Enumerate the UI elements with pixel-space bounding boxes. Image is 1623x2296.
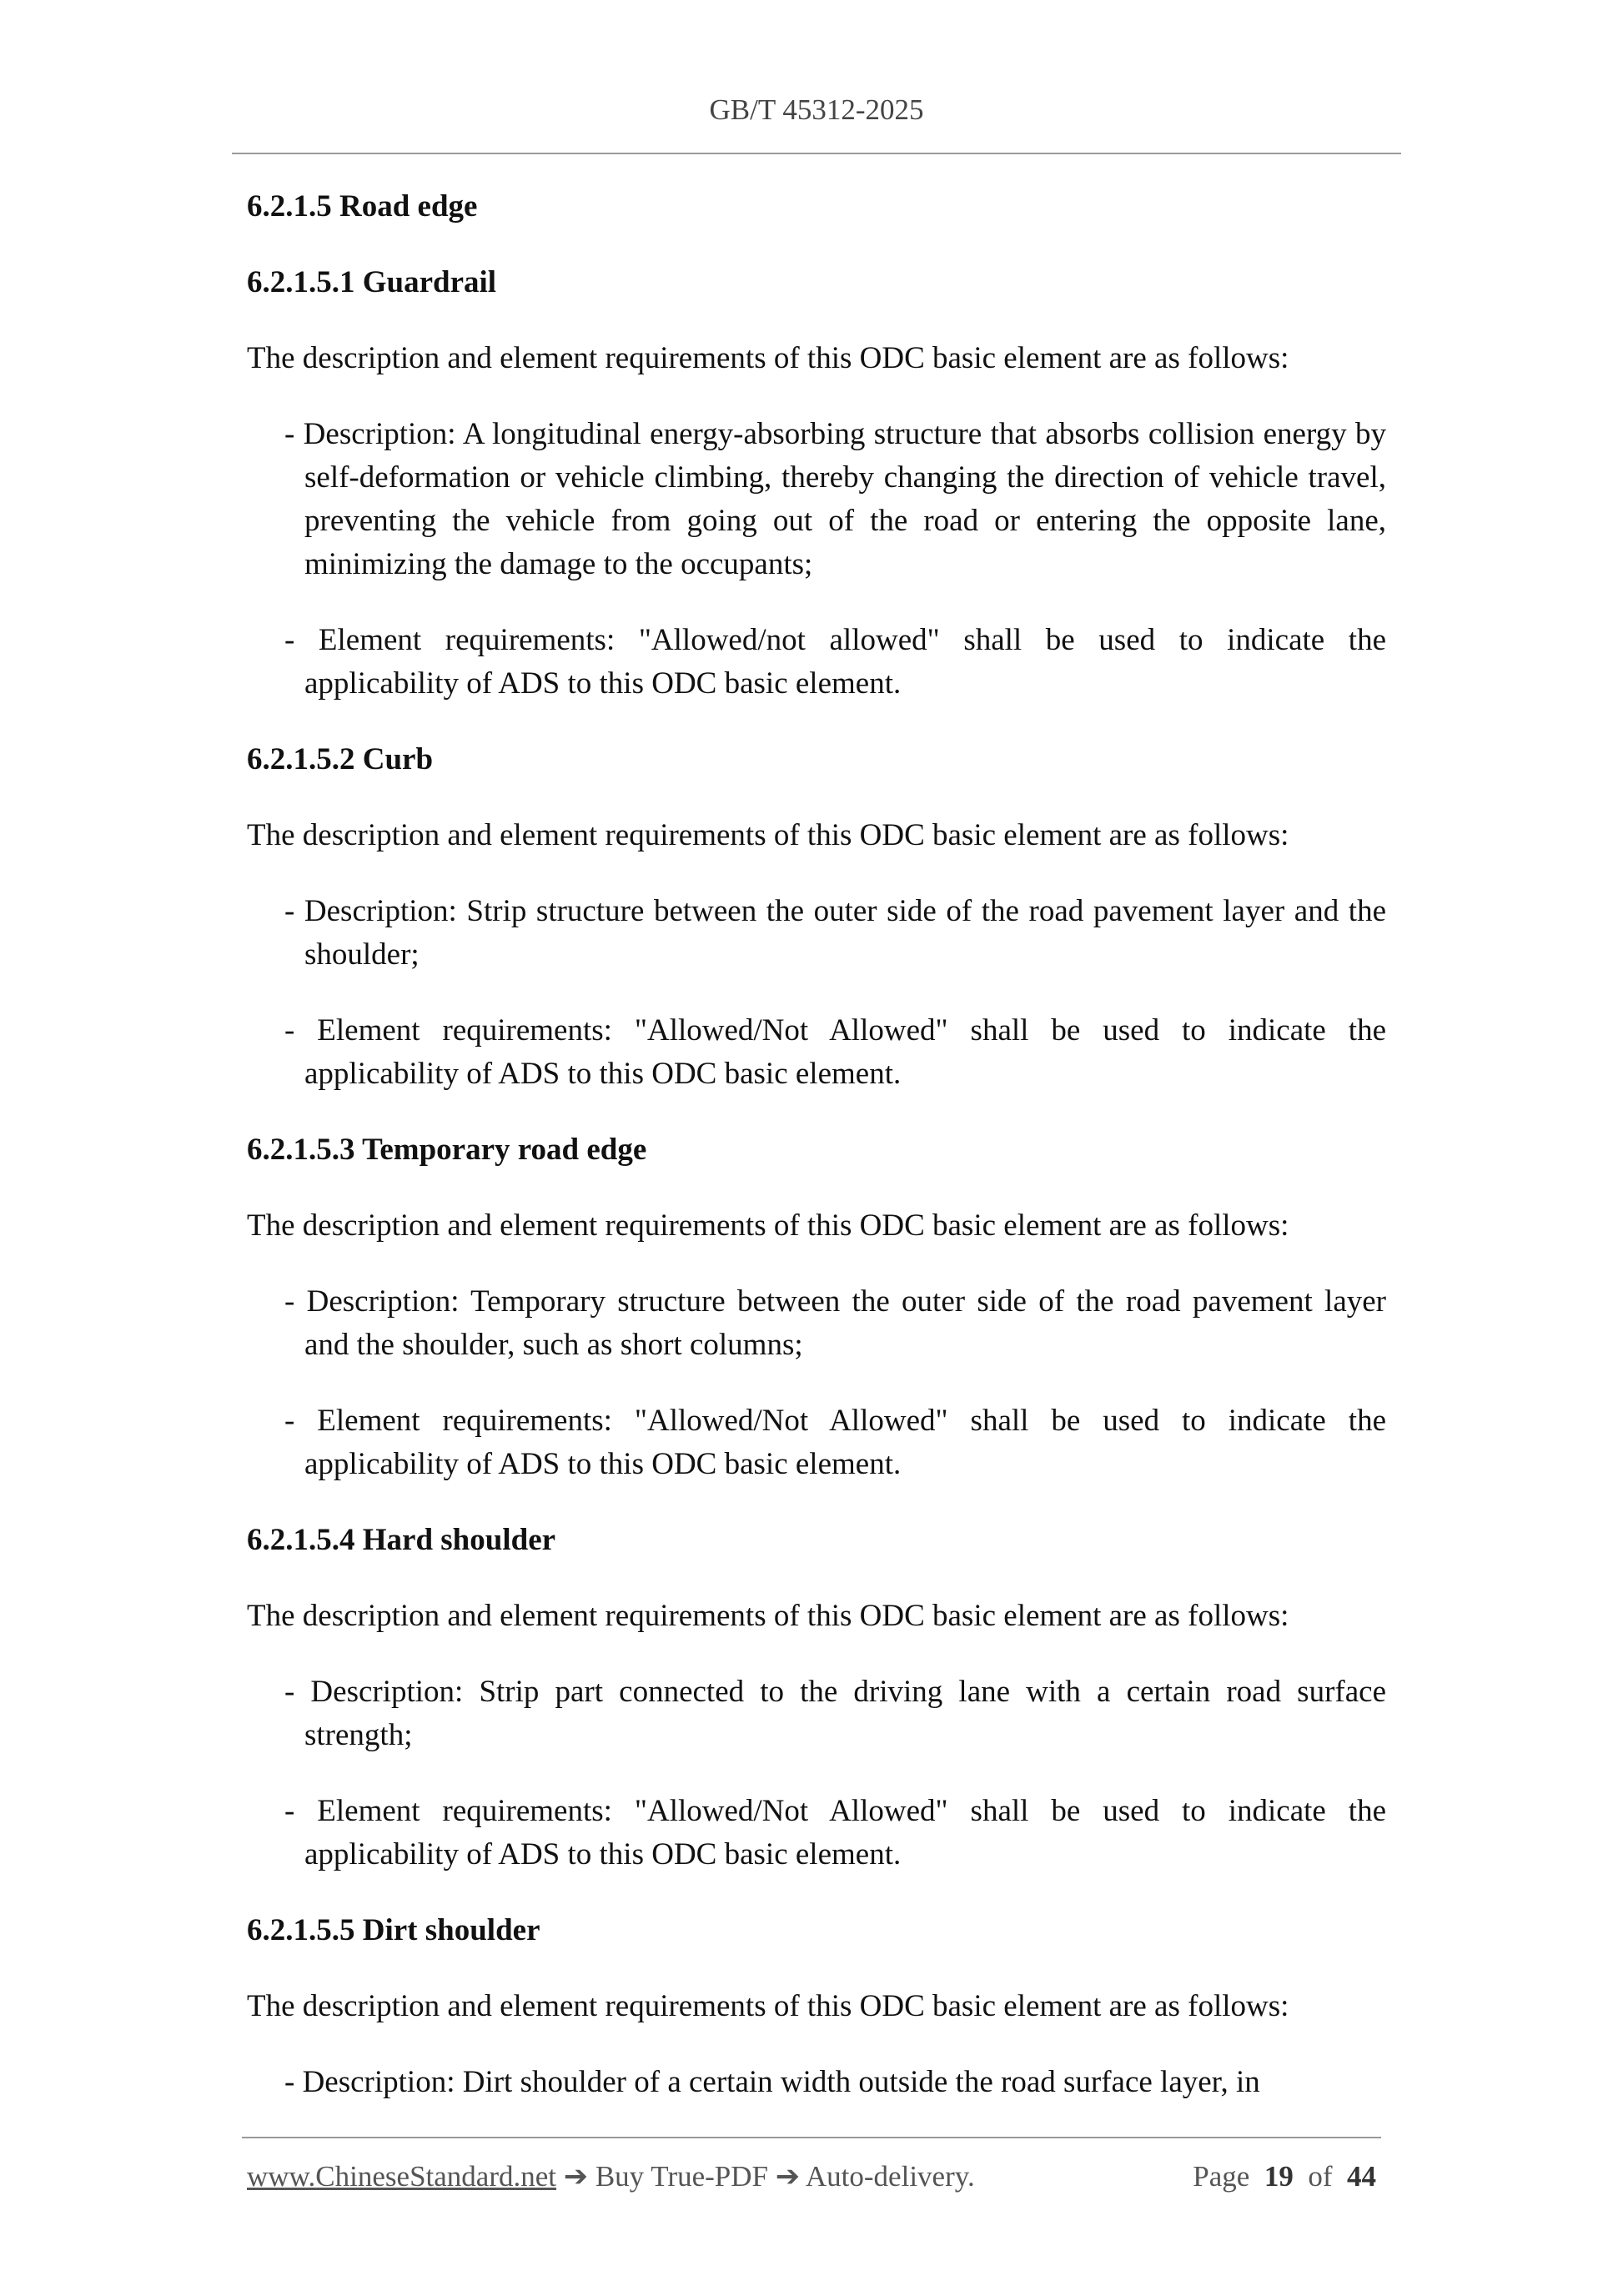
arrow-icon: ➔: [563, 2160, 589, 2193]
description-item: - Description: A longitudinal energy-absorbing structure that absorbs collision energy by self-deformation or vehicle climbing, thereby changing the direction of vehicle travel, preventing the vehicle from going out of the road or entering the opposite lane, minimizing the damage to the occupants;: [284, 417, 1386, 581]
page-label: Page: [1193, 2160, 1250, 2193]
requirements-item: - Element requirements: "Allowed/Not Allowed" shall be used to indicate the applicability of ADS to this ODC basic element.: [284, 1013, 1386, 1091]
section-heading-guardrail: 6.2.1.5.1 Guardrail: [247, 265, 497, 299]
section-heading-curb: 6.2.1.5.2 Curb: [247, 742, 434, 776]
page-indicator: [1193, 2157, 1376, 2197]
section-heading-dirt-shoulder: 6.2.1.5.5 Dirt shoulder: [247, 1913, 540, 1947]
requirements-item: - Element requirements: "Allowed/Not Allowed" shall be used to indicate the applicability of ADS to this ODC basic element.: [284, 1404, 1386, 1481]
section-intro: The description and element requirements of this ODC basic element are as follows:: [247, 818, 1289, 852]
section-intro: The description and element requirements of this ODC basic element are as follows:: [247, 341, 1289, 375]
requirements-item: - Element requirements: "Allowed/Not Allowed" shall be used to indicate the applicability of ADS to this ODC basic element.: [284, 1794, 1386, 1871]
section-intro: The description and element requirements of this ODC basic element are as follows:: [247, 1599, 1289, 1633]
page-total: 44: [1347, 2160, 1376, 2193]
description-item: - Description: Dirt shoulder of a certain width outside the road surface layer, in: [284, 2065, 1260, 2099]
header-divider: [232, 153, 1401, 154]
section-heading-hard-shoulder: 6.2.1.5.4 Hard shoulder: [247, 1523, 556, 1557]
footer-promo: [247, 2157, 975, 2197]
page-number: 19: [1264, 2160, 1294, 2193]
section-heading-temporary-road-edge: 6.2.1.5.3 Temporary road edge: [247, 1133, 647, 1167]
description-item: - Description: Temporary structure between the outer side of the road pavement layer and the shoulder, such as short columns;: [284, 1284, 1386, 1362]
section-intro: The description and element requirements of this ODC basic element are as follows:: [247, 1208, 1289, 1243]
website-link[interactable]: www.ChineseStandard.net: [247, 2160, 556, 2193]
of-label: of: [1308, 2160, 1333, 2193]
footer-divider: [242, 2137, 1381, 2138]
requirements-item: - Element requirements: "Allowed/not allowed" shall be used to indicate the applicability of ADS to this ODC basic element.: [284, 623, 1386, 701]
delivery-text: Auto-delivery.: [805, 2160, 975, 2193]
description-item: - Description: Strip structure between the outer side of the road pavement layer and the shoulder;: [284, 894, 1386, 972]
section-intro: The description and element requirements of this ODC basic element are as follows:: [247, 1989, 1289, 2023]
document-code-header: GB/T 45312-2025: [709, 93, 924, 126]
document-body: [247, 185, 1386, 2137]
arrow-icon: ➔: [775, 2160, 801, 2193]
buy-text: Buy True-PDF: [595, 2160, 768, 2193]
section-heading-road-edge: 6.2.1.5 Road edge: [247, 189, 478, 224]
description-item: - Description: Strip part connected to the driving lane with a certain road surface strength;: [284, 1675, 1386, 1752]
